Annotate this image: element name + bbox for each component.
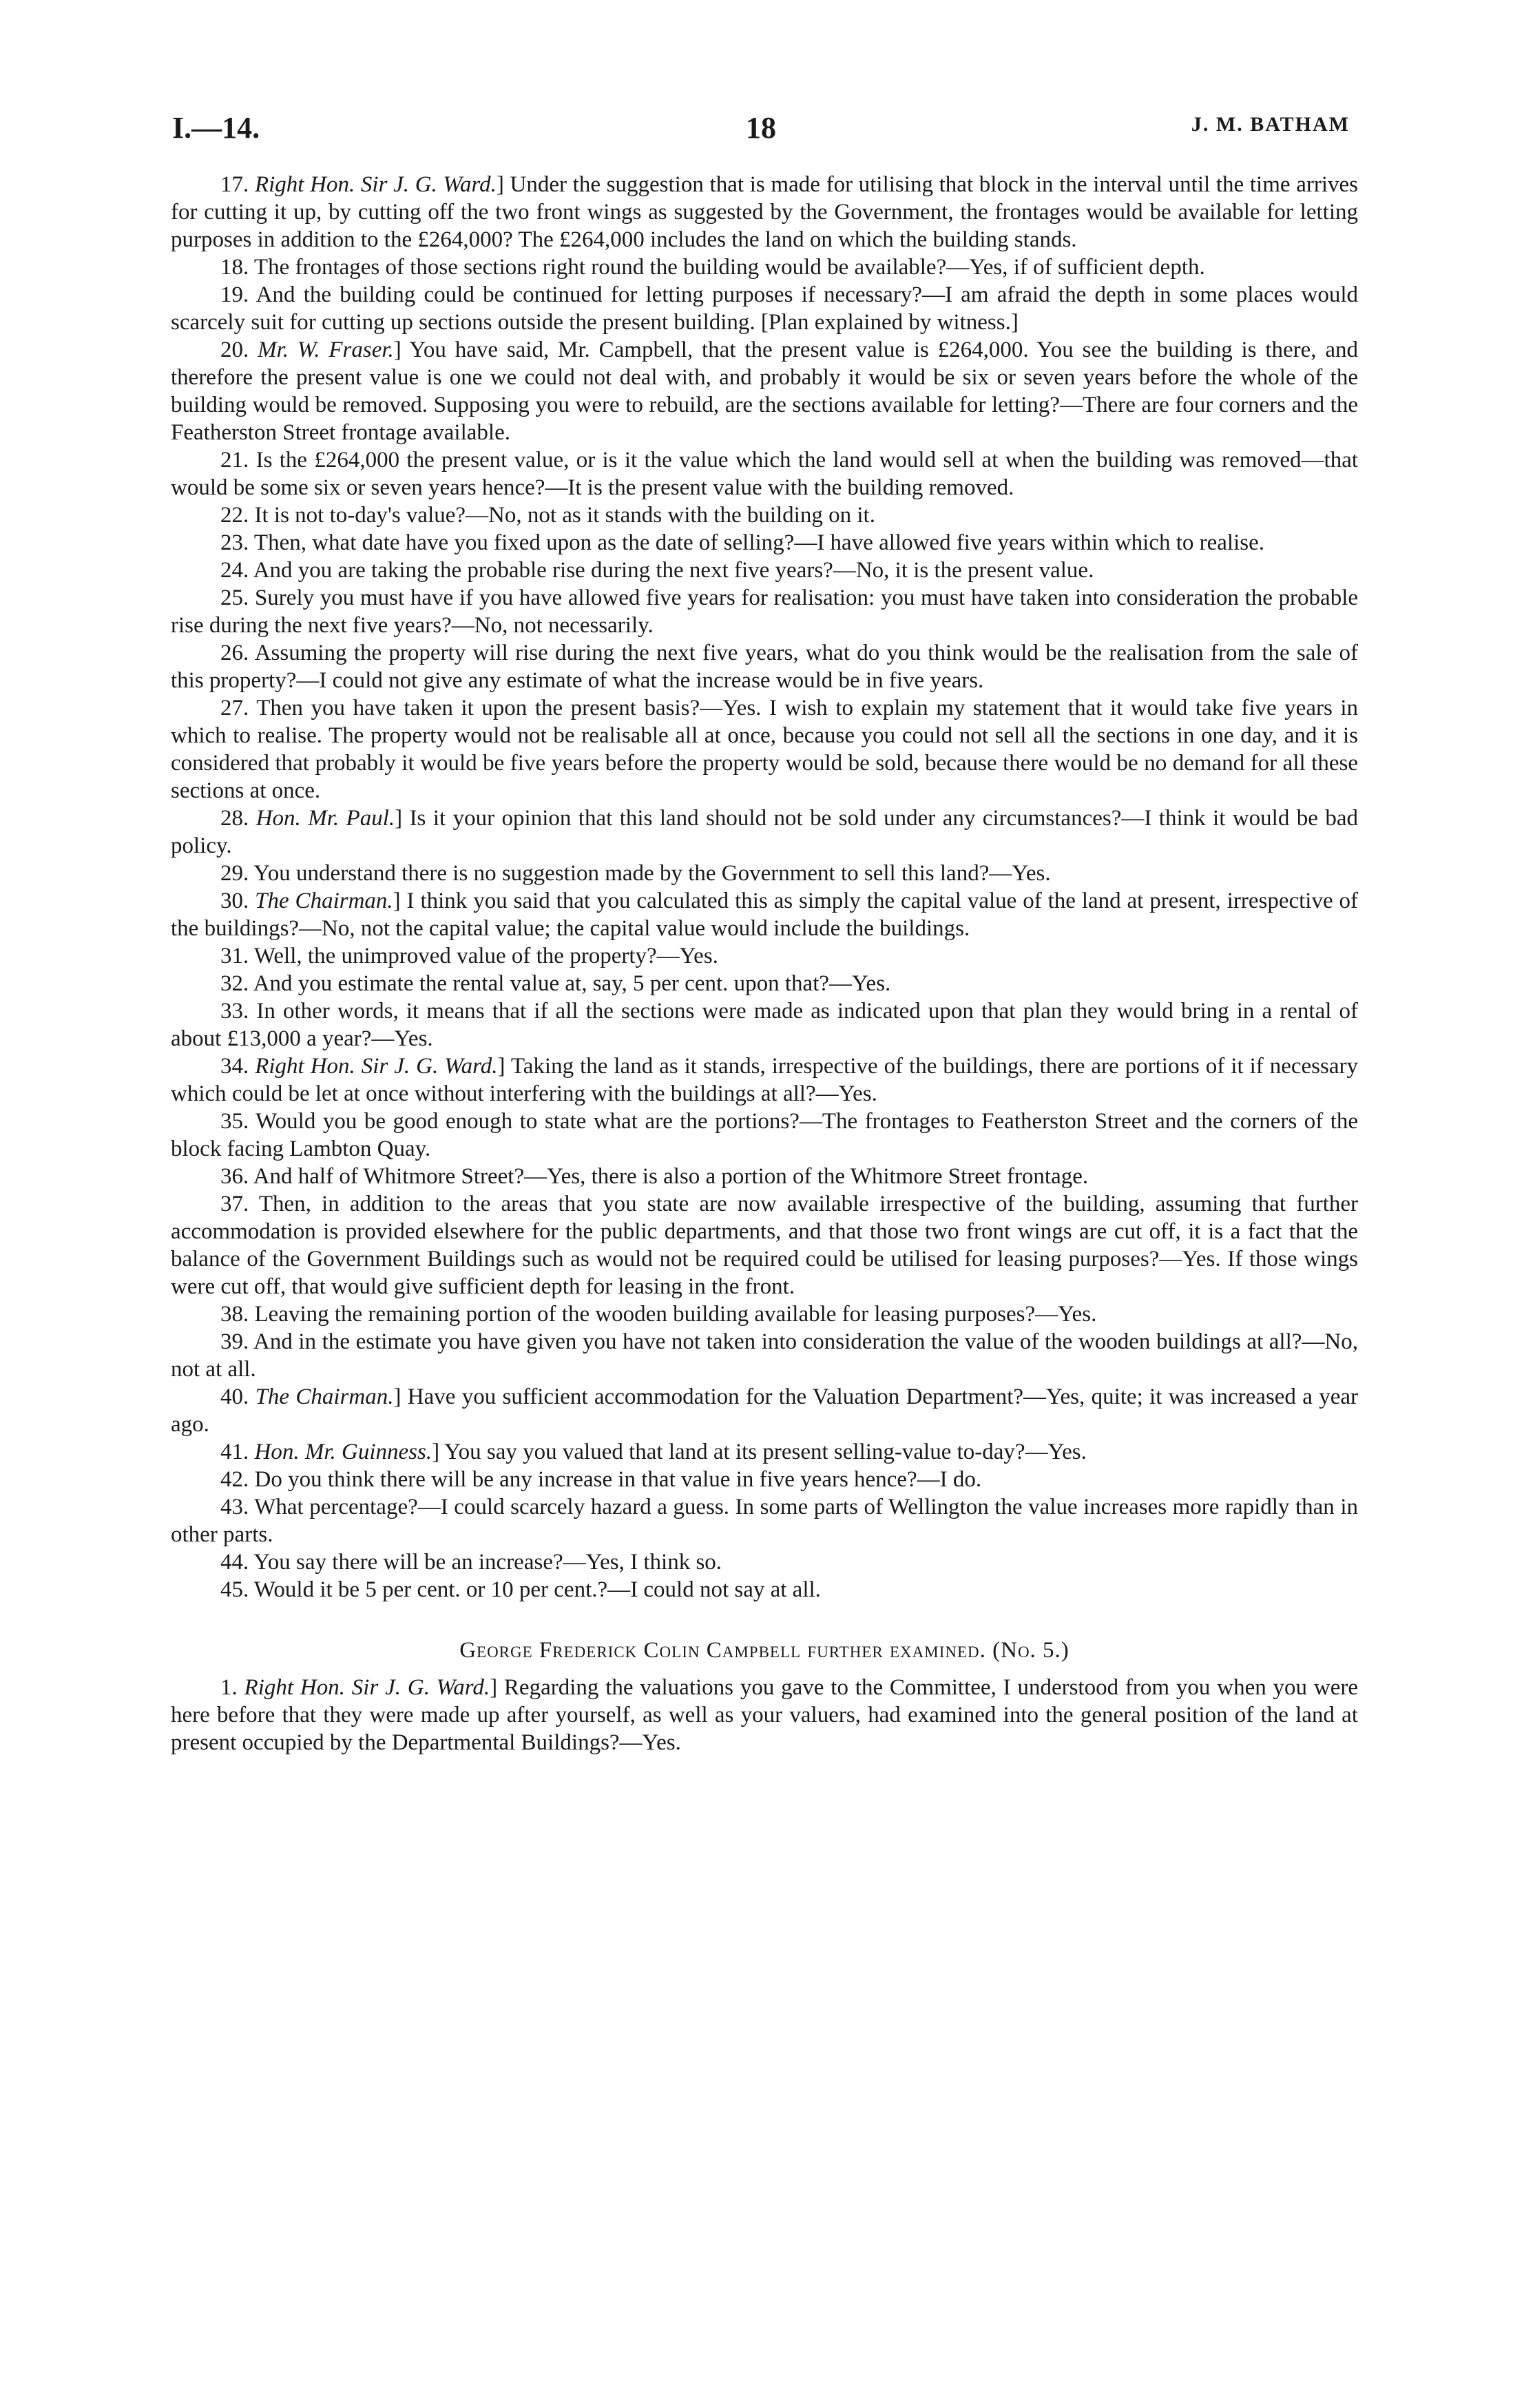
question-text: Would it be 5 per cent. or 10 per cent.?—I could not say at all. — [253, 1577, 821, 1602]
question-text: What percentage?—I could scarcely hazard a guess. In some parts of Wellington the value increases more rapidly than in other parts. — [171, 1495, 1358, 1547]
question-text: ] You say you valued that land at its present selling-value to-day?—Yes. — [432, 1440, 1087, 1464]
question-text: And the building could be continued for letting purposes if necessary?—I am afraid the depth in some places would scarcely suit for cutting up sections outside the present building. [Plan explained by witness.] — [171, 282, 1358, 335]
question-text: And in the estimate you have given you have not taken into consideration the value of the wooden buildings at all?—No, not at all. — [171, 1329, 1358, 1382]
evidence-body — [171, 171, 1358, 1756]
question-text: Then you have taken it upon the present basis?—Yes. I wish to explain my statement that it would take five years in which to realise. The property would not be realisable all at once, because you could not sell all the sections in one day, and it is considered that probably it would be five years before the property would be sold, because there would be no demand for all these sections at once. — [171, 696, 1359, 803]
question-number: 38. — [220, 1302, 255, 1327]
question-text: Do you think there will be any increase in that value in five years hence?—I do. — [254, 1467, 982, 1492]
question-number: 41. — [220, 1440, 255, 1464]
page-number: 18 — [746, 111, 776, 145]
question-text: Would you be good enough to state what are the portions?—The frontages to Featherston Street and the corners of the block facing Lambton Quay. — [171, 1109, 1359, 1161]
question-number: 37. — [220, 1192, 259, 1216]
question-number: 22. — [220, 503, 255, 528]
question-paragraph — [171, 1548, 1358, 1576]
question-text: ] Regarding the valuations you gave to the Committee, I understood from you when you were here before that they were made up after yourself, as well as your valuers, had examined into the general position of the land at present occupied by the Departmental Buildings?—Yes. — [171, 1675, 1358, 1755]
question-number: 34. — [220, 1054, 255, 1079]
question-paragraph — [171, 1438, 1358, 1466]
question-text: Then, in addition to the areas that you state are now available irrespective of the building, assuming that further accommodation is provided elsewhere for the public departments, and that those two front wings are cut off, it is a fact that the balance of the Government Buildings such as would not be required could be utilised for leasing purposes?—Yes. If those wings were cut off, that would give sufficient depth for leasing in the front. — [171, 1192, 1358, 1299]
question-paragraph — [171, 1383, 1358, 1438]
question-number: 28. — [220, 806, 256, 831]
question-text: Assuming the property will rise during the next five years, what do you think would be the realisation from the sale of this property?—I could not give any estimate of what the increase would be in five years. — [171, 641, 1358, 693]
question-number: 44. — [220, 1550, 254, 1575]
question-paragraph — [171, 1493, 1358, 1548]
question-paragraph — [171, 1163, 1358, 1190]
speaker-name: Hon. Mr. Guinness. — [254, 1440, 432, 1464]
question-number: 26. — [220, 641, 255, 665]
speaker-name: Right Hon. Sir J. G. Ward. — [244, 1675, 490, 1700]
question-number: 17. — [220, 172, 255, 197]
question-paragraph — [171, 887, 1358, 942]
question-paragraph — [171, 336, 1358, 446]
question-text: ] You have said, Mr. Campbell, that the present value is £264,000. You see the building is there, and therefore the present value is one we could not deal with, and probably it would be six or seven years before the whole of the building would be removed. Supposing you were to rebuild, are the sections available for letting?—There are four corners and the Featherston Street frontage available. — [171, 338, 1359, 445]
question-paragraph — [171, 997, 1358, 1052]
question-paragraph — [171, 639, 1358, 694]
question-paragraph — [171, 1300, 1358, 1328]
question-number: 36. — [220, 1164, 253, 1189]
section-heading: George Frederick Colin Campbell further examined. (No. 5.) — [459, 1638, 1069, 1663]
question-paragraph — [171, 1052, 1358, 1108]
question-number: 45. — [220, 1577, 254, 1602]
question-number: 20. — [220, 338, 258, 362]
question-number: 27. — [220, 696, 257, 720]
question-paragraph — [171, 253, 1358, 281]
question-number: 18. — [220, 255, 254, 280]
question-paragraph — [171, 1466, 1358, 1493]
question-paragraph — [171, 1108, 1358, 1163]
speaker-name: Mr. W. Fraser. — [258, 338, 394, 362]
question-number: 35. — [220, 1109, 256, 1134]
question-number: 40. — [220, 1384, 255, 1409]
question-number: 25. — [220, 585, 255, 610]
speaker-name: The Chairman. — [255, 889, 393, 913]
question-paragraph — [171, 584, 1358, 639]
question-number: 29. — [220, 861, 254, 886]
speaker-name: Hon. Mr. Paul. — [255, 806, 395, 831]
question-list — [171, 171, 1358, 1603]
question-text: ] Under the suggestion that is made for utilising that block in the interval until the time arrives for cutting it up, by cutting off the two front wings as suggested by the Government, the frontages would be available for letting purposes in addition to the £264,000? The £264,000 includes the land on which the building stands. — [171, 172, 1359, 252]
question-text: Is the £264,000 the present value, or is it the value which the land would sell at when the building was removed—that would be some six or seven years hence?—It is the present value with the building removed. — [171, 448, 1359, 500]
question-number: 31. — [220, 944, 254, 968]
question-number: 21. — [220, 448, 256, 473]
witness-name: J. M. BATHAM — [1191, 113, 1350, 136]
paper-reference: I.—14. — [172, 111, 260, 145]
question-paragraph — [171, 1328, 1358, 1383]
question-paragraph — [171, 1576, 1358, 1603]
question-paragraph — [171, 529, 1358, 557]
speaker-name: Right Hon. Sir J. G. Ward. — [254, 172, 497, 197]
question-number: 19. — [220, 282, 256, 307]
question-paragraph — [171, 171, 1358, 253]
question-text: It is not to-day's value?—No, not as it stands with the building on it. — [254, 503, 875, 528]
question-number: 1. — [220, 1675, 244, 1700]
question-paragraph — [171, 557, 1358, 584]
question-text: Leaving the remaining portion of the wooden building available for leasing purposes?—Yes. — [254, 1302, 1097, 1327]
question-text: And half of Whitmore Street?—Yes, there is also a portion of the Whitmore Street frontage. — [253, 1164, 1089, 1189]
question-paragraph — [171, 860, 1358, 887]
question-text: Surely you must have if you have allowed five years for realisation: you must have taken into consideration the probable rise during the next five years?—No, not necessarily. — [171, 585, 1359, 638]
page-header — [172, 110, 1350, 152]
question-text: The frontages of those sections right round the building would be available?—Yes, if of sufficient depth. — [253, 255, 1205, 280]
question-text: You understand there is no suggestion made by the Government to sell this land?—Yes. — [253, 861, 1051, 886]
question-paragraph — [171, 694, 1358, 805]
question-paragraph — [171, 1190, 1358, 1300]
question-number: 23. — [220, 530, 254, 555]
final-question — [171, 1674, 1358, 1756]
question-text: You say there will be an increase?—Yes, I think so. — [253, 1550, 722, 1575]
question-text: And you estimate the rental value at, say, 5 per cent. upon that?—Yes. — [253, 971, 891, 996]
speaker-name: Right Hon. Sir J. G. Ward. — [255, 1054, 498, 1079]
question-number: 39. — [220, 1329, 254, 1354]
question-text: ] I think you said that you calculated this as simply the capital value of the land at present, irrespective of the buildings?—No, not the capital value; the capital value would include the buildings. — [171, 889, 1359, 941]
question-paragraph — [171, 501, 1358, 529]
question-number: 30. — [220, 889, 255, 913]
question-text: ] Is it your opinion that this land should not be sold under any circumstances?—I think it would be bad policy. — [171, 806, 1358, 858]
question-text: Then, what date have you fixed upon as the date of selling?—I have allowed five years within which to realise. — [253, 530, 1265, 555]
question-number: 42. — [220, 1467, 255, 1492]
question-text: And you are taking the probable rise during the next five years?—No, it is the present value. — [253, 558, 1094, 583]
speaker-name: The Chairman. — [255, 1384, 394, 1409]
question-text: Well, the unimproved value of the property?—Yes. — [253, 944, 718, 968]
question-number: 33. — [220, 999, 257, 1024]
question-number: 32. — [220, 971, 253, 996]
question-paragraph — [171, 446, 1358, 501]
question-text: In other words, it means that if all the sections were made as indicated upon that plan they would bring in a rental of about £13,000 a year?—Yes. — [171, 999, 1358, 1051]
question-number: 43. — [220, 1495, 255, 1519]
question-text: ] Taking the land as it stands, irrespective of the buildings, there are portions of it if necessary which could be let at once without interfering with the buildings at all?—Yes. — [171, 1054, 1358, 1106]
question-number: 24. — [220, 558, 253, 583]
question-paragraph — [171, 281, 1358, 336]
question-paragraph — [171, 970, 1358, 997]
question-paragraph — [171, 942, 1358, 970]
question-paragraph — [171, 805, 1358, 860]
question-text: ] Have you sufficient accommodation for the Valuation Department?—Yes, quite; it was increased a year ago. — [171, 1384, 1358, 1437]
